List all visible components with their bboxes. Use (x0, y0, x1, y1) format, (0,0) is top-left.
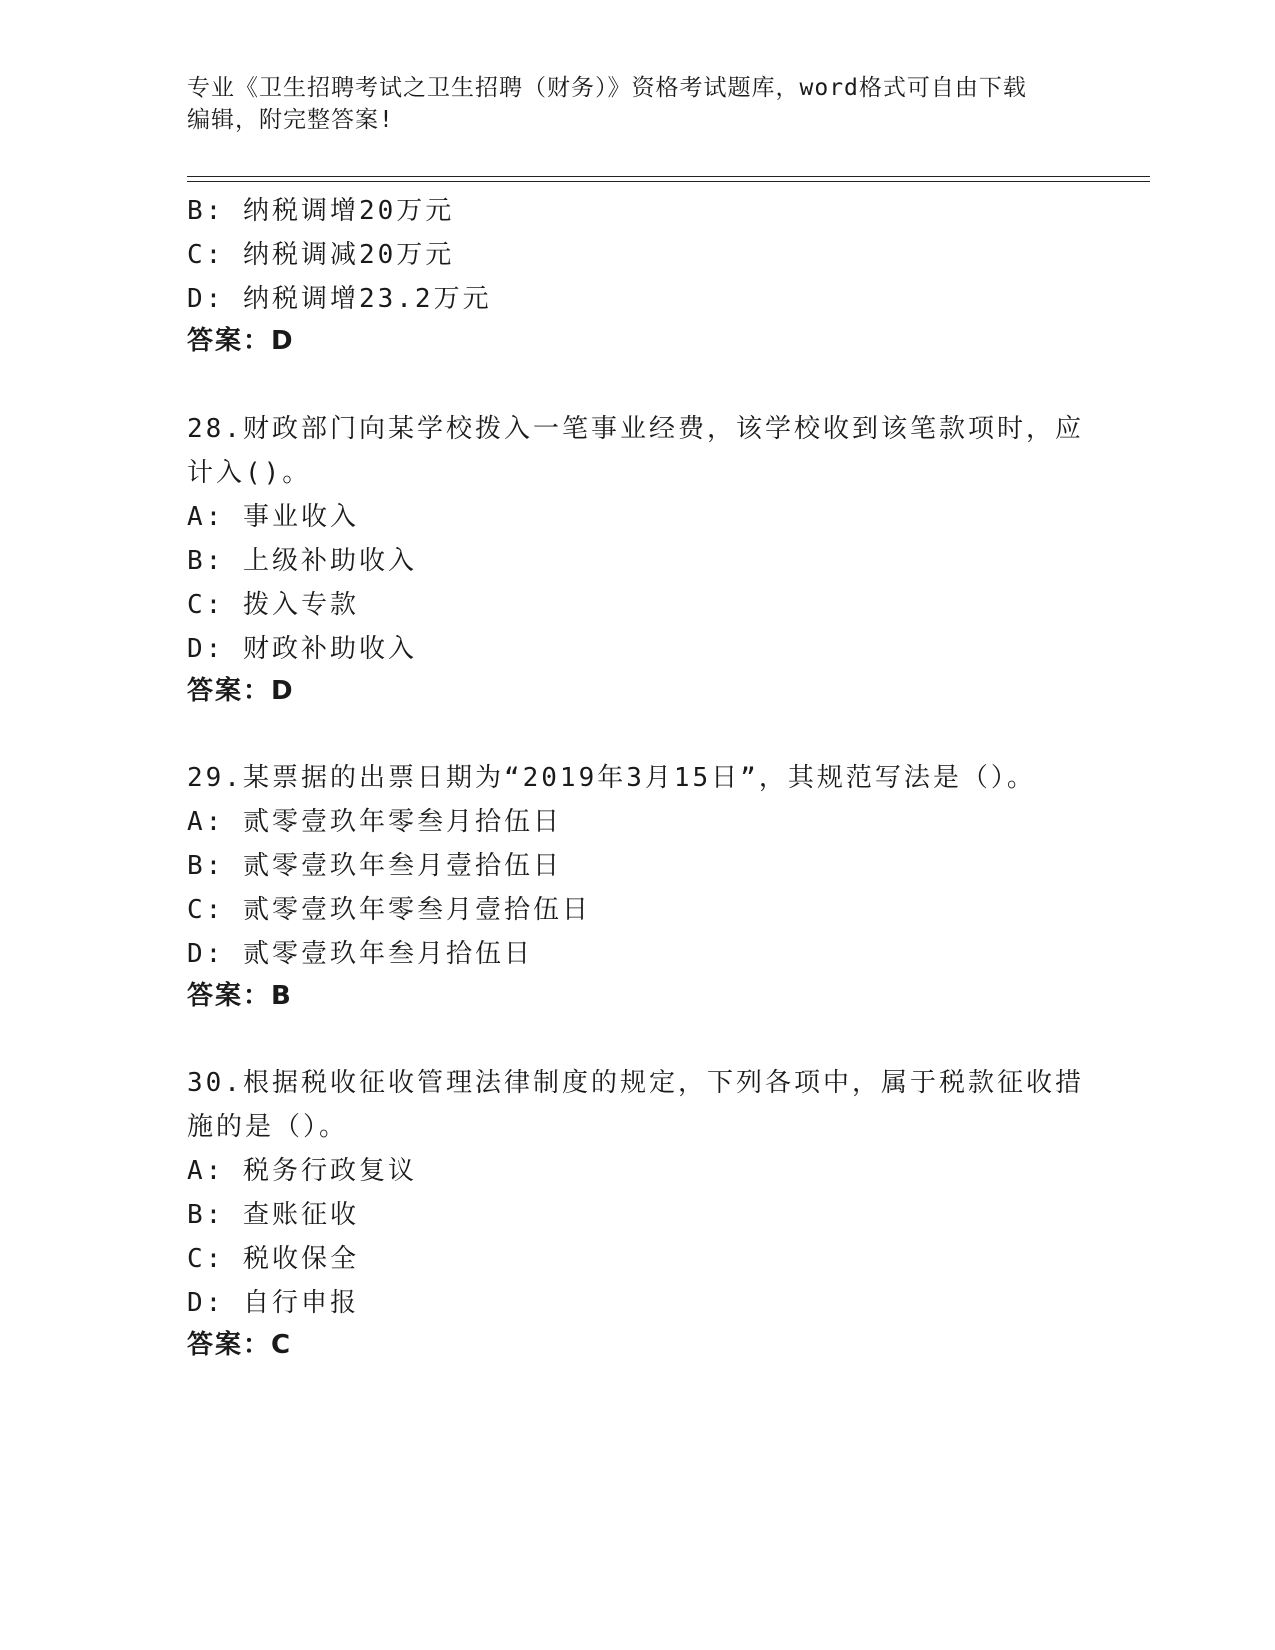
q30-answer: 答案：C (187, 1330, 293, 1360)
header-divider-top (187, 176, 1150, 177)
q30-option-a: A: 税务行政复议 (187, 1156, 417, 1186)
header-line-1: 专业《卫生招聘考试之卫生招聘（财务）》资格考试题库，word格式可自由下载 (187, 75, 1027, 101)
header-line-2: 编辑，附完整答案! (187, 107, 394, 133)
q29-answer: 答案：B (187, 981, 293, 1011)
q28-option-d: D: 财政补助收入 (187, 634, 417, 664)
q28-stem-line-2: 计入()。 (187, 458, 312, 488)
q29-stem-line-1: 29.某票据的出票日期为“2019年3月15日”，其规范写法是（）。 (187, 763, 1036, 793)
q30-option-b: B: 查账征收 (187, 1200, 359, 1230)
q29-option-d: D: 贰零壹玖年叁月拾伍日 (187, 939, 533, 969)
q28-option-a: A: 事业收入 (187, 502, 359, 532)
q28-stem-line-1: 28.财政部门向某学校拨入一笔事业经费，该学校收到该笔款项时，应 (187, 414, 1084, 444)
q28-answer: 答案：D (187, 676, 295, 706)
q29-option-b: B: 贰零壹玖年叁月壹拾伍日 (187, 851, 562, 881)
q29-option-a: A: 贰零壹玖年零叁月拾伍日 (187, 807, 562, 837)
document-header (187, 72, 1087, 136)
q28-option-b: B: 上级补助收入 (187, 546, 417, 576)
prev-option-c: C: 纳税调减20万元 (187, 240, 455, 270)
q28-option-c: C: 拨入专款 (187, 590, 359, 620)
q29-option-c: C: 贰零壹玖年零叁月壹拾伍日 (187, 895, 591, 925)
q30-option-d: D: 自行申报 (187, 1288, 359, 1318)
q30-option-c: C: 税收保全 (187, 1244, 359, 1274)
header-divider-bottom (187, 181, 1150, 182)
q30-stem-line-1: 30.根据税收征收管理法律制度的规定，下列各项中，属于税款征收措 (187, 1068, 1084, 1098)
prev-option-b: B: 纳税调增20万元 (187, 196, 455, 226)
prev-answer: 答案：D (187, 326, 295, 356)
prev-option-d: D: 纳税调增23.2万元 (187, 284, 492, 314)
q30-stem-line-2: 施的是（）。 (187, 1112, 349, 1142)
